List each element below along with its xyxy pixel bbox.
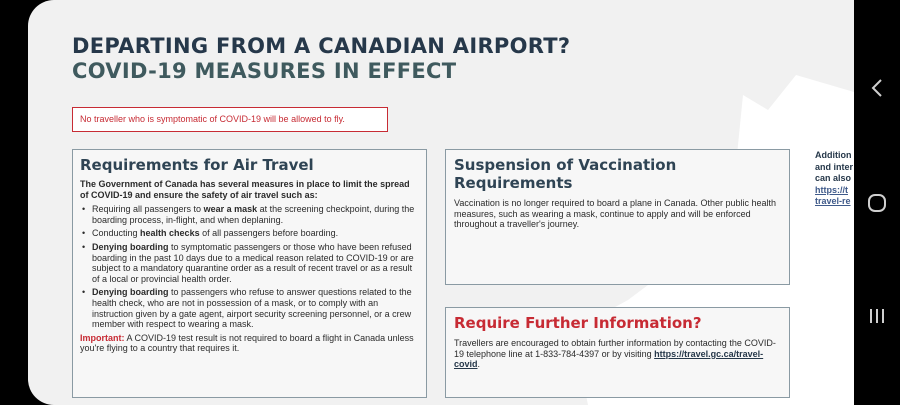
list-item: • Requiring all passengers to wear a mask at the screening checkpoint, during the boarding process, in-flight, and when deplaning. — [82, 204, 415, 225]
requirements-list — [80, 204, 419, 330]
side-link[interactable]: travel-re — [815, 196, 851, 206]
list-item: • Denying boarding to symptomatic passengers or those who have been refused boarding in the past 10 days due to a medical reason related to COVID-19 or are subject to a mandatory quarantine order as a result of recent travel or as a result of a local or provincial health order. — [82, 241, 414, 284]
recents-icon[interactable] — [854, 296, 900, 336]
further-info-title: Require Further Information? — [454, 314, 702, 332]
document-viewer — [28, 0, 854, 405]
title-line-2: COVID-19 MEASURES IN EFFECT — [72, 59, 457, 83]
side-panel-partial: Addition and inter can also https://t travel-re — [815, 150, 854, 208]
further-info-text: Travellers are encouraged to obtain further information by contacting the COVID-19 telephone line at 1-833-784-4397 or by visiting https://travel.gc.ca/travel-covid. — [454, 338, 776, 370]
suspension-title: Suspension of Vaccination Requirements — [454, 156, 677, 192]
requirements-title: Requirements for Air Travel — [80, 156, 314, 174]
suspension-panel — [445, 149, 790, 285]
travel-covid-link[interactable]: https://travel.gc.ca/travel-covid — [454, 348, 764, 370]
page-title — [72, 34, 570, 84]
list-item: • Conducting health checks of all passengers before boarding. — [82, 228, 339, 239]
title-line-1: DEPARTING FROM A CANADIAN AIRPORT? — [72, 34, 571, 58]
symptomatic-alert: No traveller who is symptomatic of COVID-19 will be allowed to fly. — [72, 107, 388, 132]
further-info-panel — [445, 307, 790, 398]
home-icon[interactable] — [854, 183, 900, 223]
requirements-panel — [72, 149, 427, 398]
important-note: Important: A COVID-19 test result is not required to board a flight in Canada unless you're flying to a country that requires it. — [80, 332, 414, 354]
side-link[interactable]: https://t — [815, 184, 848, 195]
suspension-text: Vaccination is no longer required to board a plane in Canada. Other public health measures, such as wearing a mask, continue to apply and will be enforced throughout a traveller's journey. — [454, 198, 777, 230]
list-item: • Denying boarding to passengers who refuse to answer questions related to the health check, who are not in possession of a mask, or to comply with an instruction given by a gate agent, airport security screening personnel, or a crew member with respect to wearing a mask. — [82, 287, 412, 330]
system-navigation-bar — [854, 0, 900, 405]
requirements-intro: The Government of Canada has several measures in place to limit the spread of COVID-19 and ensure the safety of air travel such as: — [80, 179, 410, 200]
back-icon[interactable] — [854, 68, 900, 108]
